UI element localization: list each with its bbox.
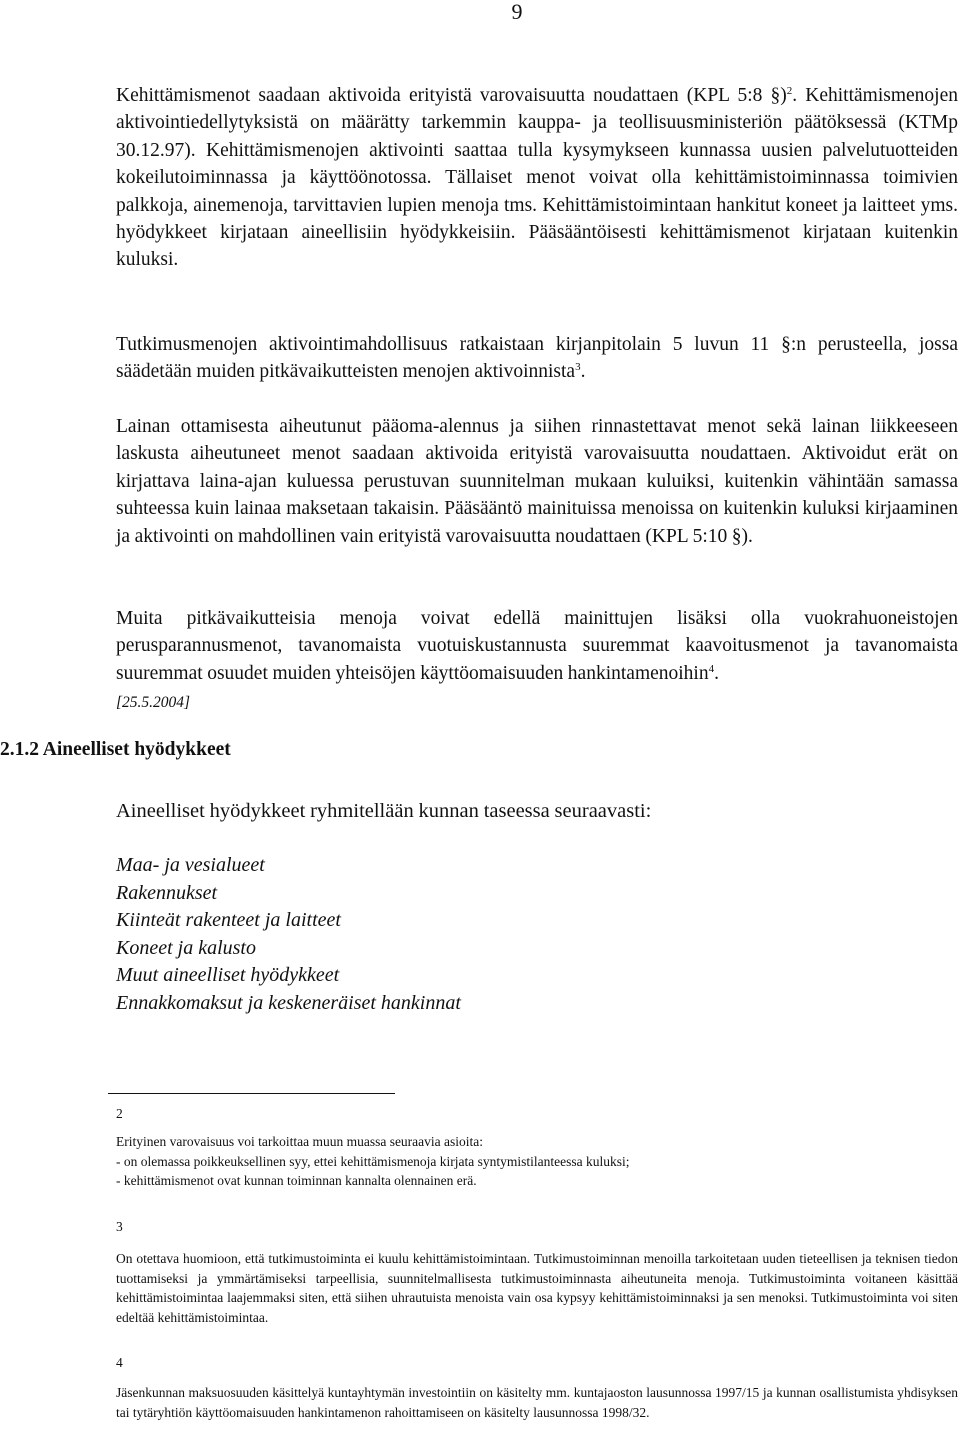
footnote-number: 4 [116, 1355, 123, 1370]
footnote-line: On otettava huomioon, että tutkimustoiminta ei kuulu kehittämistoimintaan. Tutkimustoiminnan menoilla tarkoitetaan uuden tieteellisen ja teknisen tiedon tuottamiseksi ja ymmärtämiseksi tarpeellisia, suunnitelmallisesta tutkimustoiminnasta aiheutuneita menoja. Tutkimustoiminta voitaneen käsittää kehittämistoimintaa laajemmaksi siten, että siihen uhrautuista menoista vain osa kypsyy kehittämistoiminnaksi ja sen menoksi. Tutkimustoiminta voi siten edeltää kehittämistoimintaa. [116, 1251, 958, 1325]
footnote-2 [116, 1132, 958, 1191]
footnote-4 [116, 1383, 958, 1422]
list-item: Muut aineelliset hyödykkeet [116, 964, 340, 986]
footnote-ref-2: 2 [786, 85, 793, 97]
paragraph-development-costs [116, 82, 958, 274]
paragraph-text: Lainan ottamisesta aiheutunut pääoma-alennus ja siihen rinnastettavat menot sekä lainan liikkeeseen laskusta aiheutuneet menot saadaan aktivoida erityistä varovaisuutta noudattaen. Aktivoidut erät on kirjattava laina-ajan kuluessa perustuvan suunnitelman mukaan kuluiksi, kuitenkin vähintään samassa suhteessa kuin lainaa maksetaan takaisin. Pääsääntö mainituissa menoissa on kuitenkin kuluksi kirjaaminen ja aktivointi on mahdollinen vain erityistä varovaisuutta noudattaen (KPL 5:10 §). [116, 416, 958, 547]
paragraph-other-long-term-costs [116, 605, 958, 717]
footnote-line: Erityinen varovaisuus voi tarkoittaa muun muassa seuraavia asioita: [116, 1134, 484, 1149]
footnote-number: 2 [116, 1106, 123, 1121]
footnote-ref-3: 3 [575, 361, 581, 374]
asset-list [116, 852, 461, 1017]
list-item: Koneet ja kalusto [116, 936, 256, 959]
paragraph-text: . [714, 662, 719, 684]
list-item: Kiinteät rakenteet ja laitteet [116, 909, 341, 931]
list-item: Rakennukset [116, 881, 218, 904]
footnote-separator [108, 1093, 395, 1094]
page-number: 9 [511, 0, 523, 24]
paragraph-text: Kehittämismenot saadaan aktivoida erityistä varovaisuutta noudattaen (KPL 5:8 §) [116, 85, 787, 106]
footnote-ref-4: 4 [708, 662, 715, 675]
paragraph-research-costs [116, 331, 958, 386]
list-item: Maa- ja vesialueet [116, 854, 265, 876]
footnote-3 [116, 1249, 958, 1327]
list-item: Ennakkomaksut ja keskeneräiset hankinnat [116, 991, 461, 1014]
intro-text: Aineelliset hyödykkeet ryhmitellään kunnan taseessa seuraavasti: [116, 800, 652, 822]
footnote-line: - on olemassa poikkeuksellinen syy, ettei kehittämismenoja kirjata syntymistilanteessa kuluksi; [116, 1153, 630, 1169]
paragraph-text: . Kehittämismenojen aktivointiedellytyksistä on määrätty tarkemmin kauppa- ja teollisuusministeriön päätöksessä (KTMp 30.12.97). Kehittämismenojen aktivointi saattaa tulla kysymykseen kunnassa uusien palvelutuotteiden kokeilutoiminnassa ja käyttöönotossa. Tällaiset menot voivat olla kehittämistoiminnassa toimivien palkkoja, ainemenoja, tarvittavien lupien menoja tms. Kehittämistoimintaan hankitut koneet ja laitteet yms. hyödykkeet kirjataan aineellisiin hyödykkeisiin. Pääsääntöisesti kehittämismenot kirjataan kuitenkin kuluksi. [116, 85, 958, 271]
footnote-line: - kehittämismenot ovat kunnan toiminnan kannalta olennainen erä. [116, 1173, 477, 1189]
paragraph-text: Muita pitkävaikutteisia menoja voivat edellä mainittujen lisäksi olla vuokrahuoneistojen perusparannusmenot, tavanomaista vuotuiskustannusta suuremmat kaavoitusmenot ja tavanomaista suuremmat osuudet muiden yhteisöjen käyttöomaisuuden hankintamenoihin [116, 608, 958, 684]
paragraph-text: . [580, 361, 586, 383]
revision-date: [25.5.2004] [116, 694, 191, 712]
intro-text-block [116, 798, 958, 825]
footnote-line: Jäsenkunnan maksuosuuden käsittelyä kuntayhtymän investointiin on käsitelty mm. kuntajaoston lausunnossa 1997/15 ja kunnan osallistumista yhdisyksen tai tytäryhtiön käyttöomaisuuden hankintamenon rahoittamiseen on käsitelty lausunnossa 1998/32. [116, 1385, 958, 1420]
section-heading: 2.1.2 Aineelliset hyödykkeet [0, 739, 231, 760]
paragraph-text: Tutkimusmenojen aktivointimahdollisuus ratkaistaan kirjanpitolain 5 luvun 11 §:n perusteella, jossa säädetään muiden pitkävaikutteisten menojen aktivoinnista [116, 334, 958, 383]
footnote-number: 3 [116, 1219, 123, 1234]
paragraph-loan-costs [116, 413, 958, 550]
